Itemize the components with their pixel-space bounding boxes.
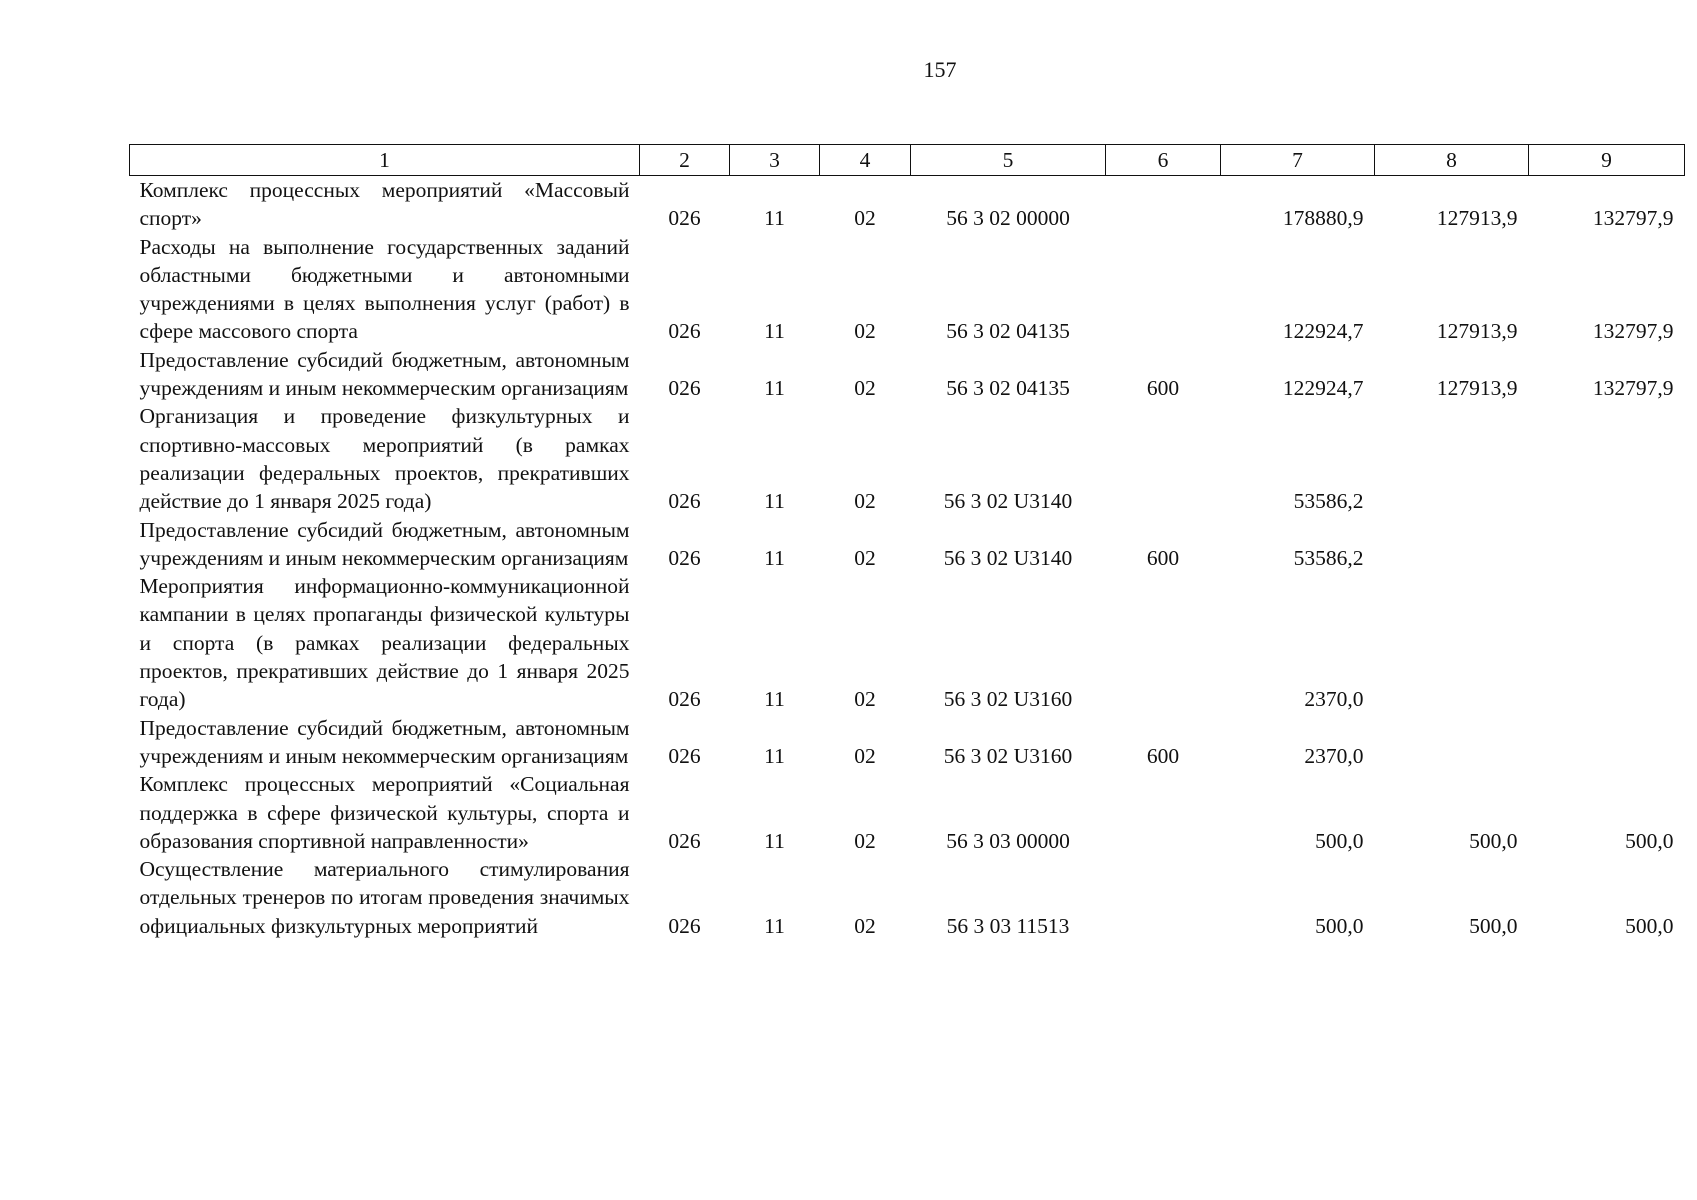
- row-amount-col8: 500,0: [1469, 828, 1518, 853]
- row-amount-col7: 2370,0: [1304, 743, 1364, 768]
- row-amount-col7: 178880,9: [1282, 206, 1364, 231]
- row-amount-col9: 132797,9: [1592, 319, 1674, 344]
- row-ministry-code: 026: [668, 687, 701, 712]
- table-row: [130, 572, 1685, 713]
- header-cell-3: 3: [730, 145, 820, 176]
- row-subsection-code: 02: [854, 319, 876, 344]
- header-cell-8: 8: [1375, 145, 1529, 176]
- row-ministry-code: 026: [668, 489, 701, 514]
- row-expense-type: [1106, 770, 1221, 855]
- row-name-cell: Предоставление субсидий бюджетным, автономным учреждениям и иным некоммерческим организациям: [139, 347, 630, 401]
- table-row: [130, 516, 1685, 573]
- row-amount-col9: [1529, 402, 1685, 515]
- row-section-code: 11: [764, 376, 785, 401]
- row-amount-col8: 127913,9: [1436, 376, 1518, 401]
- row-amount-col8: [1375, 516, 1529, 573]
- page-number: 157: [923, 57, 957, 82]
- row-amount-col9: [1529, 572, 1685, 713]
- header-cell-4: 4: [820, 145, 911, 176]
- row-expense-type: [1106, 176, 1221, 233]
- header-cell-2: 2: [640, 145, 730, 176]
- row-amount-col7: 53586,2: [1293, 489, 1364, 514]
- row-target-article: 56 3 02 04135: [946, 319, 1070, 344]
- row-section-code: 11: [764, 206, 785, 231]
- row-ministry-code: 026: [668, 743, 701, 768]
- budget-table: [129, 144, 1685, 940]
- row-amount-col9: 132797,9: [1592, 206, 1674, 231]
- row-subsection-code: 02: [854, 545, 876, 570]
- header-cell-7: 7: [1221, 145, 1375, 176]
- table-row: [130, 233, 1685, 346]
- row-subsection-code: 02: [854, 828, 876, 853]
- header-cell-6: 6: [1106, 145, 1221, 176]
- row-target-article: 56 3 02 U3160: [943, 687, 1073, 712]
- row-section-code: 11: [764, 913, 785, 938]
- row-amount-col8: 127913,9: [1436, 206, 1518, 231]
- table-header-row: [130, 145, 1685, 176]
- row-section-code: 11: [764, 545, 785, 570]
- row-target-article: 56 3 02 04135: [946, 376, 1070, 401]
- row-name-cell: Осуществление материального стимулирования отдельных тренеров по итогам проведения значимых официальных физкультурных мероприятий: [139, 857, 630, 938]
- row-subsection-code: 02: [854, 489, 876, 514]
- row-expense-type: [1106, 233, 1221, 346]
- row-section-code: 11: [764, 489, 785, 514]
- row-amount-col7: 53586,2: [1293, 545, 1364, 570]
- table-row: [130, 402, 1685, 515]
- row-subsection-code: 02: [854, 376, 876, 401]
- row-target-article: 56 3 02 U3160: [943, 743, 1073, 768]
- row-ministry-code: 026: [668, 545, 701, 570]
- row-ministry-code: 026: [668, 828, 701, 853]
- row-name-cell: Комплекс процессных мероприятий «Массовый спорт»: [139, 178, 630, 231]
- header-cell-9: 9: [1529, 145, 1685, 176]
- row-amount-col9: [1529, 714, 1685, 771]
- row-subsection-code: 02: [854, 206, 876, 231]
- row-section-code: 11: [764, 319, 785, 344]
- row-amount-col9: 132797,9: [1592, 376, 1674, 401]
- row-amount-col7: 2370,0: [1304, 687, 1364, 712]
- header-cell-1: 1: [130, 145, 640, 176]
- row-target-article: 56 3 02 U3140: [943, 545, 1073, 570]
- row-name-cell: Расходы на выполнение государственных заданий областными бюджетными и автономными учреждениями в целях выполнения услуг (работ) в сфере массового спорта: [139, 234, 630, 344]
- row-expense-type: 600: [1146, 545, 1180, 570]
- table-row: [130, 346, 1685, 403]
- row-amount-col8: [1375, 402, 1529, 515]
- header-cell-5: 5: [911, 145, 1106, 176]
- table-body: [130, 176, 1685, 941]
- row-expense-type: [1106, 855, 1221, 940]
- row-expense-type: [1106, 572, 1221, 713]
- table-row: [130, 714, 1685, 771]
- table-row: [130, 770, 1685, 855]
- row-ministry-code: 026: [668, 913, 701, 938]
- row-section-code: 11: [764, 687, 785, 712]
- row-expense-type: [1106, 402, 1221, 515]
- row-amount-col8: 127913,9: [1436, 319, 1518, 344]
- row-section-code: 11: [764, 828, 785, 853]
- row-name-cell: Организация и проведение физкультурных и спортивно-массовых мероприятий (в рамках реализации федеральных проектов, прекративших действие до 1 января 2025 года): [139, 404, 630, 514]
- row-amount-col9: 500,0: [1625, 913, 1674, 938]
- row-expense-type: 600: [1146, 376, 1180, 401]
- table-row: [130, 855, 1685, 940]
- row-ministry-code: 026: [668, 376, 701, 401]
- row-amount-col7: 500,0: [1315, 828, 1364, 853]
- row-subsection-code: 02: [854, 687, 876, 712]
- row-ministry-code: 026: [668, 206, 701, 231]
- row-amount-col8: 500,0: [1469, 913, 1518, 938]
- table-row: [130, 176, 1685, 233]
- row-amount-col8: [1375, 572, 1529, 713]
- row-amount-col8: [1375, 714, 1529, 771]
- row-target-article: 56 3 03 11513: [946, 913, 1070, 938]
- row-amount-col7: 122924,7: [1282, 319, 1364, 344]
- row-name-cell: Мероприятия информационно-коммуникационной кампании в целях пропаганды физической культуры и спорта (в рамках реализации федеральных проектов, прекративших действие до 1 января 2025 года): [139, 574, 630, 712]
- row-subsection-code: 02: [854, 913, 876, 938]
- row-target-article: 56 3 02 U3140: [943, 489, 1073, 514]
- row-name-cell: Предоставление субсидий бюджетным, автономным учреждениям и иным некоммерческим организациям: [139, 517, 630, 570]
- row-expense-type: 600: [1146, 743, 1180, 768]
- row-section-code: 11: [764, 743, 785, 768]
- row-amount-col7: 122924,7: [1282, 376, 1364, 401]
- row-target-article: 56 3 02 00000: [946, 206, 1070, 231]
- row-amount-col9: 500,0: [1625, 828, 1674, 853]
- row-name-cell: Предоставление субсидий бюджетным, автономным учреждениям и иным некоммерческим организациям: [139, 715, 630, 768]
- row-ministry-code: 026: [668, 319, 701, 344]
- row-target-article: 56 3 03 00000: [946, 828, 1070, 853]
- row-subsection-code: 02: [854, 743, 876, 768]
- row-amount-col9: [1529, 516, 1685, 573]
- row-amount-col7: 500,0: [1315, 913, 1364, 938]
- row-name-cell: Комплекс процессных мероприятий «Социальная поддержка в сфере физической культуры, спорта и образования спортивной направленности»: [139, 772, 630, 853]
